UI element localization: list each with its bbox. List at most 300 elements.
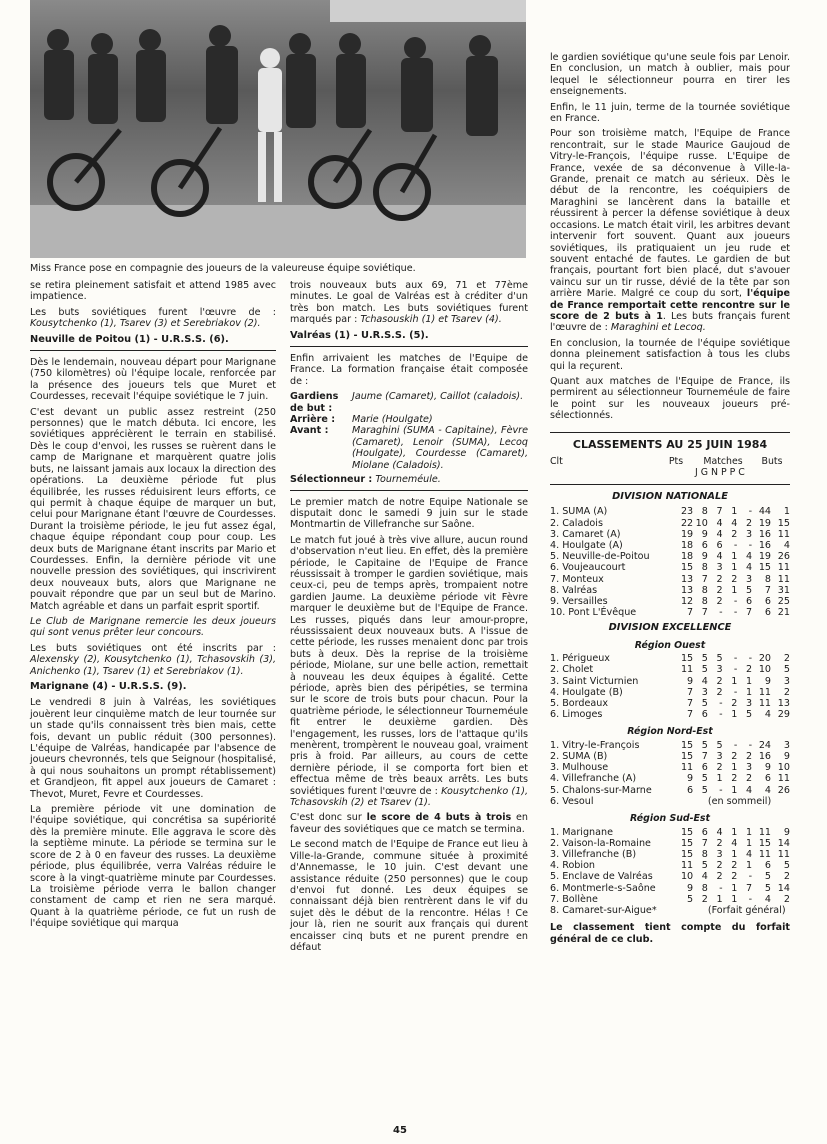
- standings-table: [550, 506, 790, 618]
- stat-cell: 9: [687, 882, 694, 894]
- stat-cell: 6: [687, 784, 694, 796]
- stat-cell: [670, 905, 693, 916]
- article-column-2: [290, 280, 528, 957]
- team-name: 4. Villefranche (A): [550, 773, 637, 785]
- stat-cell: 2: [701, 893, 708, 905]
- stat-cell: 11: [758, 826, 772, 838]
- stat-cell: 7: [687, 607, 694, 619]
- stat-cell: 19: [758, 517, 772, 529]
- stat-cell: 2: [731, 751, 738, 763]
- stat-cell: 4: [716, 826, 723, 838]
- stat-cell: 3: [745, 762, 753, 774]
- stat-cell: 4: [716, 528, 723, 540]
- stat-cell: -: [748, 893, 753, 905]
- stat-cell: 6: [745, 596, 753, 608]
- stat-cell: 7: [687, 686, 694, 698]
- stat-cell: 4: [701, 871, 708, 883]
- stat-cell: 3: [783, 739, 790, 751]
- text: en faveur des soviétiques que ce match se termina.: [290, 812, 528, 835]
- division-title: DIVISION EXCELLENCE: [608, 622, 732, 634]
- standings-row: [550, 529, 790, 540]
- stat-cell: 7: [716, 506, 723, 518]
- stat-cell: 15: [680, 826, 694, 838]
- stat-cell: 15: [680, 653, 694, 665]
- stat-cell: 8: [701, 882, 708, 894]
- paragraph: C'est devant un public assez restreint (250 personnes) que le match débuta. Ici encore, les soviétiques apprécièrent le terrain en stabilisé. Dès le coup d'envoi, les russes se ruèrent dans le camp de Marignane et marquèrent quatre jolis buts, ne laissant jamais aux locaux la direction des opérations. La deuxième période fut plus équilibrée, les russes réduisirent leurs efforts, ce qui permit à chaque équipe de marquer un but, celui pour Marignane étant l'œuvre de Courdesses. Durant la troisième période, le jeu fut assez égal, chaque équipe répondant coup pour coup. Les deux buts de Marignane étant inscrits par Mario et Courdesses. Enfin, la dernière période vit une nouvelle pression des soviétiques, qui inscrivirent deux nouveaux buts, alors que Marignane ne pouvait répondre que par un seul but de Marino. Match agréable et dans un parfait esprit sportif.: [30, 406, 276, 612]
- highlight: l'équipe de France remportait cette rencontre sur le score de 2 buts à 1: [550, 288, 790, 322]
- paragraph: se retira pleinement satisfait et attend 1985 avec impatience.: [30, 280, 276, 303]
- stat-cell: 11: [680, 664, 694, 676]
- standings-row: [550, 698, 790, 709]
- stat-cell: 4: [716, 551, 723, 563]
- stat-cell: 11: [777, 528, 790, 540]
- team-composition: [290, 391, 528, 471]
- stat-cell: 7: [687, 709, 694, 721]
- team-name: 5. Neuville-de-Poitou: [550, 551, 650, 563]
- stat-cell: 15: [758, 837, 772, 849]
- stat-cell: 3: [701, 686, 708, 698]
- team-name: 8. Valréas: [550, 584, 598, 596]
- stat-cell: 2: [716, 762, 723, 774]
- stat-cell: 16: [758, 540, 772, 552]
- team-name: 6. Vesoul: [550, 795, 594, 807]
- region-title: Région Nord-Est: [627, 726, 713, 738]
- stat-cell: 1: [731, 762, 738, 774]
- standings-header: [550, 456, 790, 467]
- stat-cell: 5: [783, 860, 790, 872]
- stat-cell: 7: [701, 751, 708, 763]
- stat-cell: 19: [680, 528, 694, 540]
- stat-cell: 10: [777, 762, 790, 774]
- stat-cell: 11: [758, 686, 772, 698]
- stat-cell: -: [748, 653, 753, 665]
- page-number: 45: [393, 1125, 407, 1136]
- stat-cell: 11: [680, 860, 694, 872]
- division-title: DIVISION NATIONALE: [612, 491, 728, 502]
- stat-cell: 6: [764, 860, 772, 872]
- region-title: Région Ouest: [634, 639, 706, 651]
- stat-cell: 10: [680, 871, 694, 883]
- divider: [290, 346, 528, 347]
- standings-row: [550, 785, 790, 796]
- standings-row: [550, 664, 790, 675]
- stat-cell: 1: [731, 551, 738, 563]
- stat-cell: 2: [716, 860, 723, 872]
- stat-cell: 2: [716, 584, 723, 596]
- article-column-1: [30, 280, 276, 934]
- stat-cell: 1: [745, 837, 753, 849]
- stat-cell: 5: [701, 773, 708, 785]
- stat-cell: 15: [680, 837, 694, 849]
- paragraph: Quant aux matches de l'Equipe de France, ils permirent au sélectionneur Tourneméule de faire le point sur les nouveaux joueurs pré-sélectionnés.: [550, 375, 790, 422]
- header-matches: Matches: [703, 456, 743, 467]
- match-heading: Neuville de Poitou (1) - U.R.S.S. (6).: [30, 333, 229, 345]
- team-name: 1. Périgueux: [550, 653, 610, 665]
- stat-cell: 15: [680, 739, 694, 751]
- stat-cell: 5: [701, 653, 708, 665]
- stat-cell: 6: [701, 762, 708, 774]
- stat-cell: 7: [745, 882, 753, 894]
- stat-cell: 15: [680, 751, 694, 763]
- paragraph: Enfin arrivaient les matches de l'Equipe de France. La formation française était composée de :: [290, 353, 528, 387]
- stat-cell: 8: [701, 596, 708, 608]
- header-subcolumns: J G N P P C: [695, 467, 745, 478]
- paragraph: Le second match de l'Equipe de France eut lieu à Ville-la-Grande, commune située à proximité d'Annemasse, le 10 juin. C'est devant une assistance réduite (250 personnes) que le coup d'envoi fut donné. Les deux équipes se connaissant déjà bien rentrèrent dans le vif du sujet dès le début de la rencontre. Hélas ! Ce jour là, rien ne sourit aux français qui durent encaisser cinq buts et ne purent prendre en défaut: [290, 839, 528, 953]
- stat-cell: 1: [731, 882, 738, 894]
- team-name: 3. Camaret (A): [550, 528, 621, 540]
- stat-cell: 1: [731, 784, 738, 796]
- standings-row: [550, 562, 790, 573]
- stat-cell: 5: [687, 893, 694, 905]
- standings-row: [550, 838, 790, 849]
- stat-cell: 3: [745, 573, 753, 585]
- stat-cell: 3: [716, 848, 723, 860]
- stat-cell: -: [733, 686, 738, 698]
- stat-cell: 8: [701, 562, 708, 574]
- team-name: 3. Saint Victurnien: [550, 675, 639, 687]
- paragraph: [290, 280, 528, 326]
- stat-cell: 23: [680, 506, 694, 518]
- team-name: 10. Pont L'Évêque: [550, 607, 637, 619]
- photo-caption: Miss France pose en compagnie des joueurs de la valeureuse équipe soviétique.: [30, 263, 416, 274]
- stat-cell: -: [719, 709, 723, 721]
- stat-cell: 15: [758, 562, 772, 574]
- stat-cell: 4: [764, 784, 772, 796]
- stat-cell: 9: [783, 751, 790, 763]
- stat-cell: 26: [777, 551, 790, 563]
- paragraph: Le vendredi 8 juin à Valréas, les soviétiques jouèrent leur cinquième match de leur tournée sur un stade qu'ils connaissent très bien mais, cette fois, devant un public réduit (300 personnes). L'équipe de Valréas, handicapée par l'absence de joueurs chevronnés, tels que Seignour (hospitalisé, à qui nous souhaitons un prompt rétablissement) et Grandjeon, fit appel aux joueurs de Camaret : Thevot, Muret, Fevre et Courdesses.: [30, 697, 276, 800]
- team-name: 8. Camaret-sur-Aigue*: [550, 904, 657, 916]
- standings-note: Le classement tient compte du forfait général de ce club.: [550, 922, 790, 945]
- stat-cell: 5: [716, 739, 723, 751]
- stat-cell: 3: [716, 751, 723, 763]
- paragraph: Dès le lendemain, nouveau départ pour Marignane (750 kilomètres) où l'équipe locale, renforcée par la présence des joueurs tels que Muret et Courdesses, recevait l'équipe soviétique le 7 juin.: [30, 357, 276, 403]
- stat-cell: 4: [764, 893, 772, 905]
- stat-cell: 3: [716, 664, 723, 676]
- header-clt: Clt: [550, 456, 563, 467]
- standings-row: [550, 905, 790, 916]
- stat-cell: -: [733, 540, 738, 552]
- standings-table: [550, 740, 790, 807]
- composition-value: Maraghini (SUMA - Capitaine), Fèvre (Camaret), Lenoir (SUMA), Lecoq (Houlgate), Courdesse (Camaret), Miolane (Caladois).: [352, 425, 528, 471]
- region-title: Région Sud-Est: [630, 813, 710, 825]
- stat-cell: 2: [745, 664, 753, 676]
- team-name: 2. SUMA (B): [550, 751, 608, 763]
- stat-cell: 1: [745, 860, 753, 872]
- stat-cell: 2: [745, 773, 753, 785]
- standings-body: [550, 491, 790, 916]
- stat-cell: -: [719, 784, 723, 796]
- stat-cell: 2: [731, 573, 738, 585]
- stat-cell: 1: [731, 675, 738, 687]
- standings-title: CLASSEMENTS AU 25 JUIN 1984: [572, 437, 768, 451]
- stat-cell: 1: [731, 893, 738, 905]
- paragraph: Enfin, le 11 juin, terme de la tournée soviétique en France.: [550, 101, 790, 125]
- paragraph: [290, 535, 528, 809]
- divider: [290, 490, 528, 491]
- stat-cell: 18: [680, 551, 694, 563]
- scorers: Maraghini et Lecoq.: [610, 322, 706, 334]
- stat-cell: 4: [716, 517, 723, 529]
- stat-cell: 3: [783, 675, 790, 687]
- team-name: 2. Caladois: [550, 517, 603, 529]
- stat-cell: 2: [783, 653, 790, 665]
- stat-cell: 2: [716, 596, 723, 608]
- stat-cell: 2: [731, 871, 738, 883]
- stat-cell: 3: [745, 698, 753, 710]
- stat-cell: 11: [777, 562, 790, 574]
- standings-row: [550, 871, 790, 882]
- composition-value: Jaume (Camaret), Caillot (caladois).: [352, 391, 524, 403]
- stat-cell: 1: [745, 675, 753, 687]
- stat-cell: 5: [764, 871, 772, 883]
- scorers: Tchasouskih (1) et Tsarev (4).: [360, 314, 502, 326]
- stat-cell: 9: [687, 675, 694, 687]
- spacer: [550, 467, 695, 478]
- stat-cell: 18: [680, 540, 694, 552]
- stat-cell: -: [748, 506, 753, 518]
- stat-cell: 1: [783, 506, 790, 518]
- stat-cell: 2: [716, 837, 723, 849]
- composition-value: Tourneméule.: [375, 474, 441, 486]
- stat-cell: 3: [716, 562, 723, 574]
- paragraph: [30, 307, 276, 330]
- stat-cell: -: [748, 739, 753, 751]
- scorers: Kousytchenko (1), Tchasovskih (2) et Tsarev (1).: [290, 785, 528, 809]
- stat-cell: 2: [731, 528, 738, 540]
- header-buts: Buts: [761, 456, 783, 467]
- team-name: 2. Cholet: [550, 664, 594, 676]
- standings-row: [550, 596, 790, 607]
- standings-row: [550, 762, 790, 773]
- standings-row: [550, 827, 790, 838]
- paragraph: le gardien soviétique qu'une seule fois par Lenoir. En conclusion, un match à oublier, mais pour lequel le sélectionneur pourra en tirer les enseignements.: [550, 52, 790, 98]
- composition-label: Sélectionneur :: [290, 474, 373, 486]
- stat-cell: 6: [701, 826, 708, 838]
- stat-cell: 7: [745, 607, 753, 619]
- stat-cell: -: [733, 653, 738, 665]
- paragraph: La première période vit une domination de l'équipe soviétique, qui concrétisa sa supériorité dès la première minute. Elle aggrava le score dès la septième minute. La période se termina sur le score de 2 à 0 en faveur des russes. La deuxième période, plus équilibrée, verra Valréas réduire le score à la vingt-quatrième minute par Courdesses. La troisième période verra le ballon changer constament de camp et rien ne sera marqué. Quant à la quatrième période, ce fut un rush de l'équipe soviétique qui marqua: [30, 804, 276, 930]
- stat-cell: 24: [758, 739, 772, 751]
- stat-cell: 11: [777, 773, 790, 785]
- stat-cell: -: [719, 698, 723, 710]
- stat-cell: 9: [701, 551, 708, 563]
- stat-cell: 29: [777, 709, 790, 721]
- text: trois nouveaux buts aux 69, 71 et 77ème minutes. Le goal de Valréas est à créditer d'un très bon match. Les buts soviétiques furent marqués par :: [290, 280, 528, 326]
- stat-cell: 4: [783, 540, 790, 552]
- team-name: 6. Voujeaucourt: [550, 562, 626, 574]
- composition-row: [290, 425, 528, 471]
- stat-cell: -: [733, 739, 738, 751]
- team-name: 7. Monteux: [550, 573, 604, 585]
- standings-table: [550, 827, 790, 917]
- stat-cell: 1: [731, 562, 738, 574]
- stat-cell: 9: [687, 773, 694, 785]
- stat-cell: 1: [731, 848, 738, 860]
- stat-cell: 5: [745, 584, 753, 596]
- stat-cell: 14: [777, 882, 790, 894]
- stat-cell: 5: [701, 698, 708, 710]
- team-name: 3. Villefranche (B): [550, 848, 637, 860]
- stat-cell: [693, 796, 708, 807]
- stat-cell: 11: [777, 573, 790, 585]
- stat-cell: 4: [745, 784, 753, 796]
- stat-cell: 6: [764, 596, 772, 608]
- text: Les buts soviétiques furent l'œuvre de :: [30, 306, 276, 318]
- paragraph: Le premier match de notre Equipe Nationale se disputait donc le samedi 9 juin sur le stade Montmartin de Villefranche sur Saône.: [290, 496, 528, 531]
- stat-cell: 13: [777, 698, 790, 710]
- stat-cell: 9: [701, 528, 708, 540]
- match-heading: Marignane (4) - U.R.S.S. (9).: [30, 681, 187, 692]
- stat-cell: 26: [777, 784, 790, 796]
- stat-cell: 1: [731, 584, 738, 596]
- composition-value: Marie (Houlgate): [352, 414, 433, 426]
- stat-cell: 2: [783, 871, 790, 883]
- stat-cell: 5: [701, 739, 708, 751]
- stat-cell: 6: [701, 540, 708, 552]
- stat-cell: 25: [777, 596, 790, 608]
- standings-row: [550, 709, 790, 720]
- stat-cell: 2: [731, 698, 738, 710]
- stat-cell: 9: [764, 675, 772, 687]
- team-name: 5. Enclave de Valréas: [550, 871, 653, 883]
- stat-cell: 15: [680, 848, 694, 860]
- stat-cell: 4: [764, 709, 772, 721]
- team-name: 6. Limoges: [550, 709, 603, 721]
- match-heading: Valréas (1) - U.R.S.S. (5).: [290, 329, 429, 341]
- paragraph: [290, 474, 528, 485]
- stat-cell: 7: [701, 837, 708, 849]
- composition-label: Avant :: [290, 425, 329, 437]
- stat-cell: 15: [680, 562, 694, 574]
- stat-cell: 15: [777, 517, 790, 529]
- text: Pour son troisième match, l'Equipe de France rencontrait, sur le stade Maurice Gaujoud de Vitry-le-François, l'équipe russe. L'Equipe de France, vexée de sa déconvenue à Ville-la-Grande, prenait ce match au sérieux. Dès le début de la rencontre, les coéquipiers de Maraghini se lancèrent dans la bataille et réussirent à percer la défense soviétique à deux occasions. Le match était viril, les arbitres devant intervenir fort souvent. Quant aux joueurs soviétiques, ils pratiquaient un jeu rude et souvent entaché de fautes. Le gardien de but français, pourtant fort bien placé, dut s'avouer vaincu sur un tir russe, dévié de la tête par son arrière Marie. Malgré ce coup du sort,: [550, 128, 790, 300]
- stat-cell: 6: [716, 540, 723, 552]
- stat-cell: 16: [758, 751, 772, 763]
- stat-cell: 19: [758, 551, 772, 563]
- stat-cell: 5: [783, 664, 790, 676]
- stat-cell: 1: [731, 826, 738, 838]
- stat-cell: 2: [716, 686, 723, 698]
- stat-cell: 1: [731, 709, 738, 721]
- stat-cell: 6: [701, 709, 708, 721]
- stat-cell: 3: [745, 528, 753, 540]
- stat-cell: 2: [783, 686, 790, 698]
- stat-cell: (en sommeil): [707, 795, 772, 807]
- stat-cell: 2: [716, 573, 723, 585]
- team-name: 6. Montmerle-s-Saône: [550, 882, 656, 894]
- stat-cell: 1: [716, 773, 723, 785]
- standings-subheader: [550, 467, 790, 478]
- team-name: 1. Marignane: [550, 826, 614, 838]
- stat-cell: 10: [758, 664, 772, 676]
- header-pts: Pts: [668, 456, 684, 467]
- stat-cell: 9: [764, 762, 772, 774]
- stat-cell: 22: [680, 517, 694, 529]
- stat-cell: 4: [701, 675, 708, 687]
- stat-cell: 16: [758, 528, 772, 540]
- stat-cell: 20: [758, 653, 772, 665]
- stat-cell: 8: [701, 584, 708, 596]
- team-photo: [30, 0, 526, 258]
- standings-row: [550, 607, 790, 618]
- stat-cell: 8: [764, 573, 772, 585]
- stat-cell: 8: [701, 506, 708, 518]
- composition-label: Gardiens de but :: [290, 391, 339, 414]
- stat-cell: 12: [680, 596, 694, 608]
- text: C'est donc sur: [290, 812, 367, 824]
- standings-table: [550, 653, 790, 720]
- standings-row: [550, 860, 790, 871]
- stat-cell: 2: [731, 860, 738, 872]
- scorers: Alexensky (2), Kousytchenko (1), Tchasovskih (3), Anichenko (1), Tsarev (1) et Serebriakov (1).: [30, 654, 276, 677]
- stat-cell: 4: [745, 848, 753, 860]
- standings-row: [550, 518, 790, 529]
- stat-cell: 2: [745, 517, 753, 529]
- stat-cell: 7: [764, 584, 772, 596]
- stat-cell: 2: [716, 871, 723, 883]
- team-name: 1. SUMA (A): [550, 506, 608, 518]
- stat-cell: 21: [777, 607, 790, 619]
- article-column-3: [550, 52, 790, 945]
- team-name: 3. Mulhouse: [550, 762, 609, 774]
- stat-cell: 11: [680, 762, 694, 774]
- stat-cell: 2: [716, 675, 723, 687]
- team-name: 2. Vaison-la-Romaine: [550, 837, 651, 849]
- stat-cell: 4: [731, 517, 738, 529]
- stat-cell: 5: [701, 664, 708, 676]
- stat-cell: -: [733, 596, 738, 608]
- stat-cell: 2: [783, 893, 790, 905]
- highlight: le score de 4 buts à trois: [366, 812, 512, 824]
- divider: [30, 350, 276, 351]
- standings-row: [550, 849, 790, 860]
- team-name: 1. Vitry-le-François: [550, 739, 640, 751]
- stat-cell: 5: [764, 882, 772, 894]
- standings-row: [550, 883, 790, 894]
- team-name: 5. Chalons-sur-Marne: [550, 784, 652, 796]
- stat-cell: 7: [687, 698, 694, 710]
- stat-cell: -: [748, 871, 753, 883]
- stat-cell: 11: [758, 848, 772, 860]
- text: Les buts soviétiques ont été inscrits par :: [30, 642, 276, 654]
- team-name: 9. Versailles: [550, 596, 608, 608]
- composition-row: [290, 391, 528, 414]
- stat-cell: -: [719, 882, 723, 894]
- stat-cell: 6: [764, 773, 772, 785]
- stat-cell: 13: [680, 573, 694, 585]
- stat-cell: 5: [745, 709, 753, 721]
- stat-cell: 1: [716, 893, 723, 905]
- text: . Les buts français furent l'œuvre de :: [550, 310, 790, 334]
- stat-cell: -: [733, 664, 738, 676]
- standings-row: [550, 687, 790, 698]
- stat-cell: -: [733, 607, 738, 619]
- stat-cell: 11: [777, 848, 790, 860]
- stat-cell: 2: [731, 773, 738, 785]
- stat-cell: (Forfait général): [707, 904, 786, 916]
- paragraph: [30, 643, 276, 677]
- standings-row: [550, 653, 790, 664]
- standings-row: [550, 740, 790, 751]
- composition-label: Arrière :: [290, 414, 336, 426]
- standings-row: [550, 751, 790, 762]
- stat-cell: 1: [731, 506, 738, 518]
- stat-cell: 4: [731, 837, 738, 849]
- stat-cell: 5: [701, 860, 708, 872]
- stat-cell: 31: [777, 584, 790, 596]
- paragraph: [550, 128, 790, 333]
